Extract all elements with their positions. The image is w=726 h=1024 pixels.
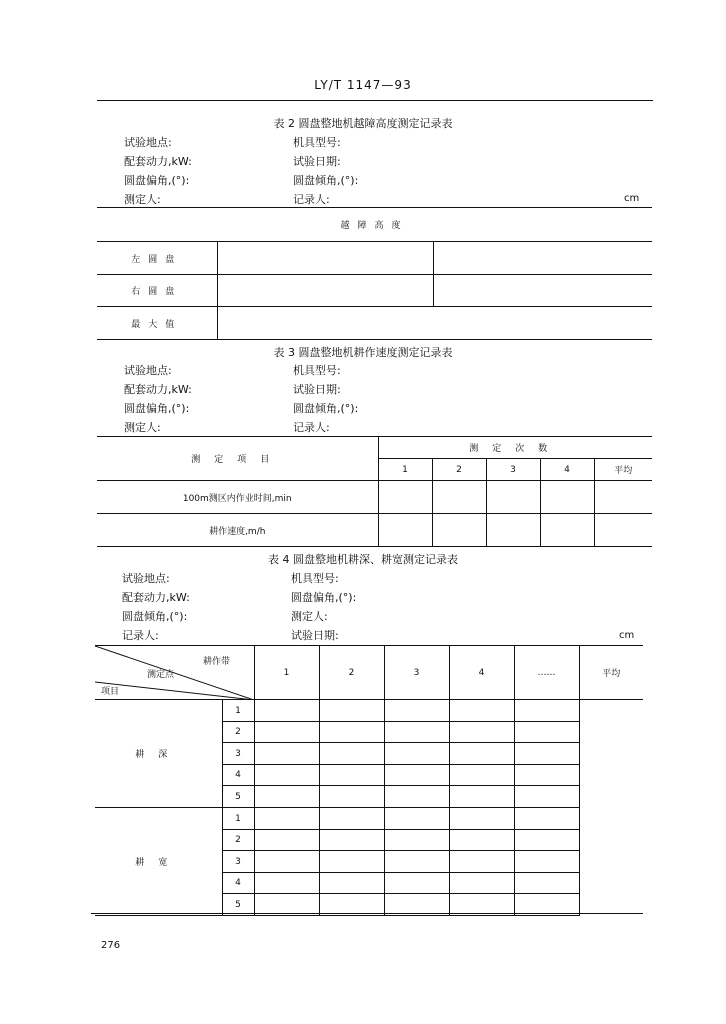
table4-point: 2 <box>222 722 254 743</box>
table3-grid <box>97 436 652 547</box>
table2-grid <box>97 207 652 340</box>
table2-row-left: 左圆盘 <box>131 254 183 265</box>
table4-corner-point: 测定点 <box>147 670 175 680</box>
table4-field-power: 配套动力,kW: <box>122 591 190 604</box>
table3-col-3: 3 <box>486 459 540 481</box>
table3-col-4: 4 <box>540 459 594 481</box>
table4-corner-band: 耕作带 <box>203 657 231 667</box>
table3-field-site: 试验地点: <box>124 364 172 377</box>
table3-field-tilt-angle: 圆盘倾角,(°): <box>293 402 359 415</box>
table2-title: 表 2 圆盘整地机越障高度测定记录表 <box>273 117 453 130</box>
table4-point: 4 <box>222 765 254 786</box>
table4-point: 5 <box>222 894 254 916</box>
table4-point: 3 <box>222 743 254 765</box>
table3-col-1: 1 <box>378 459 432 481</box>
table3-field-recorder: 记录人: <box>293 421 330 434</box>
table3-field-offset-angle: 圆盘偏角,(°): <box>124 402 190 415</box>
table4-point: 1 <box>222 808 254 830</box>
table2-field-model: 机具型号: <box>293 136 341 149</box>
table2-field-tilt-angle: 圆盘倾角,(°): <box>293 174 359 187</box>
page-number: 276 <box>101 940 121 951</box>
table4-col-average: 平均 <box>579 646 643 700</box>
table2-field-date: 试验日期: <box>293 155 341 168</box>
table3-row-time: 100m测区内作业时间,min <box>97 481 378 514</box>
table4-col-1: 1 <box>254 646 319 700</box>
table4-col-4: 4 <box>449 646 514 700</box>
table2-field-site: 试验地点: <box>124 136 172 149</box>
table3-item-header: 测定项目 <box>191 455 284 465</box>
table2-col-header: 越障高度 <box>340 221 409 231</box>
table4-point: 1 <box>222 700 254 722</box>
table4-title: 表 4 圆盘整地机耕深、耕宽测定记录表 <box>268 553 458 566</box>
table2-row-max: 最大值 <box>131 319 183 330</box>
table4-col-more: …… <box>514 646 579 700</box>
table4-field-site: 试验地点: <box>122 572 170 585</box>
table4-field-date: 试验日期: <box>291 629 339 642</box>
table3-row-speed: 耕作速度,m/h <box>97 514 378 547</box>
table3-title: 表 3 圆盘整地机耕作速度测定记录表 <box>273 346 453 359</box>
standard-number: LY/T 1147—93 <box>314 78 412 92</box>
table2-field-power: 配套动力,kW: <box>124 155 192 168</box>
table3-col-2: 2 <box>432 459 486 481</box>
table4-group-depth: 耕深 <box>135 750 182 760</box>
table4-field-tilt-angle: 圆盘倾角,(°): <box>122 610 188 623</box>
table4-field-measurer: 测定人: <box>291 610 328 623</box>
table2-field-measurer: 测定人: <box>124 193 161 206</box>
table4-point: 2 <box>222 830 254 851</box>
table3-times-header: 测定次数 <box>469 444 562 454</box>
table4-unit: cm <box>619 630 635 641</box>
table2-unit: cm <box>624 193 640 204</box>
table4-corner-cell <box>95 646 254 700</box>
table4-field-recorder: 记录人: <box>122 629 159 642</box>
table4-point: 4 <box>222 873 254 894</box>
table2-field-recorder: 记录人: <box>293 193 330 206</box>
header-rule <box>97 100 653 101</box>
table4-grid <box>95 645 643 916</box>
table4-field-offset-angle: 圆盘偏角,(°): <box>291 591 357 604</box>
table3-field-measurer: 测定人: <box>124 421 161 434</box>
table2-row-right: 右圆盘 <box>131 287 183 297</box>
table4-group-width: 耕宽 <box>135 858 182 868</box>
table4-point: 5 <box>222 786 254 808</box>
table2-field-offset-angle: 圆盘偏角,(°): <box>124 174 190 187</box>
table4-corner-item: 项目 <box>101 687 120 697</box>
table4-field-model: 机具型号: <box>291 572 339 585</box>
table3-field-power: 配套动力,kW: <box>124 383 192 396</box>
table3-field-date: 试验日期: <box>293 383 341 396</box>
table4-col-2: 2 <box>319 646 384 700</box>
table4-col-3: 3 <box>384 646 449 700</box>
table3-col-average: 平均 <box>594 459 652 481</box>
table4-bottom-rule <box>91 913 643 914</box>
table4-point: 3 <box>222 851 254 873</box>
table3-field-model: 机具型号: <box>293 364 341 377</box>
